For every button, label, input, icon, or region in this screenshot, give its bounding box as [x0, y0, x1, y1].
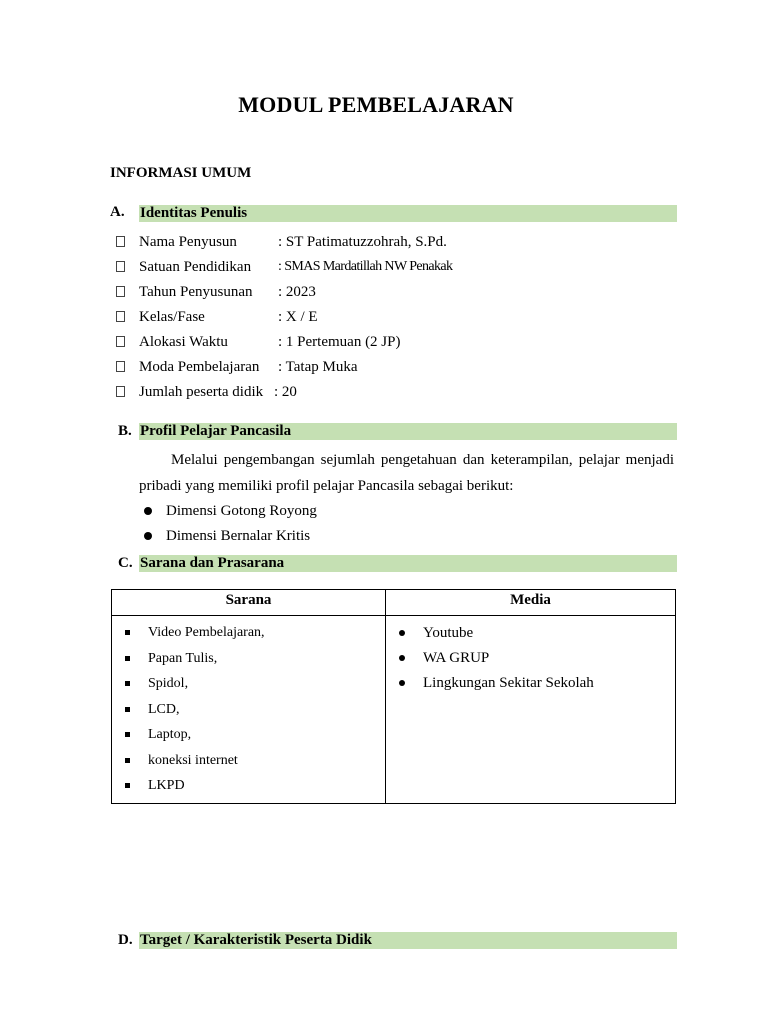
- identity-label: Kelas/Fase: [139, 309, 205, 325]
- document-title: MODUL PEMBELAJARAN: [238, 92, 514, 117]
- table-header-row: [112, 590, 676, 616]
- identity-value: : ST Patimatuzzohrah, S.Pd.: [278, 234, 447, 250]
- profil-bullet-text: Dimensi Bernalar Kritis: [166, 528, 311, 544]
- bullet-icon: [144, 507, 152, 515]
- checkbox-glyph-icon: [116, 361, 125, 372]
- identity-label: Alokasi Waktu: [139, 334, 228, 350]
- media-list: [386, 616, 675, 699]
- checkbox-glyph-icon: [116, 311, 125, 322]
- section-d-letter: D.: [118, 932, 133, 948]
- list-item: WA GRUP: [386, 649, 675, 674]
- identity-value: : SMAS Mardatillah NW Penakak: [278, 259, 453, 274]
- section-heading-informasi-umum: INFORMASI UMUM: [110, 165, 252, 181]
- list-item: LKPD: [112, 777, 385, 803]
- table-row: [112, 616, 676, 804]
- list-item: Spidol,: [112, 675, 385, 701]
- section-b-title: Profil Pelajar Pancasila: [140, 423, 292, 439]
- identity-value: : X / E: [278, 309, 318, 325]
- list-item: Papan Tulis,: [112, 650, 385, 676]
- section-c-highlight-bar: [139, 555, 677, 572]
- identity-label: Tahun Penyusunan: [139, 284, 253, 300]
- section-c-letter: C.: [118, 555, 133, 571]
- list-item: Youtube: [386, 624, 675, 649]
- identity-label: Moda Pembelajaran: [139, 359, 260, 375]
- section-b-highlight-bar: [139, 423, 677, 440]
- checkbox-glyph-icon: [116, 236, 125, 247]
- list-item: koneksi internet: [112, 752, 385, 778]
- sarana-list: [112, 616, 385, 803]
- section-a-letter: A.: [110, 204, 125, 220]
- identity-value: : Tatap Muka: [278, 359, 358, 375]
- checkbox-glyph-icon: [116, 286, 125, 297]
- section-a-title: Identitas Penulis: [140, 205, 248, 221]
- section-c-title: Sarana dan Prasarana: [140, 555, 285, 571]
- identity-label: Nama Penyusun: [139, 234, 237, 250]
- sarana-cell: [112, 616, 386, 804]
- section-d-title: Target / Karakteristik Peserta Didik: [140, 932, 372, 948]
- list-item: Lingkungan Sekitar Sekolah: [386, 674, 675, 699]
- profil-paragraph: [139, 447, 674, 499]
- profil-bullet-text: Dimensi Gotong Royong: [166, 503, 317, 519]
- list-item: Video Pembelajaran,: [112, 624, 385, 650]
- section-d-highlight-bar: [139, 932, 677, 949]
- table-header-media: Media: [386, 590, 676, 616]
- identity-value: : 2023: [278, 284, 316, 300]
- checkbox-glyph-icon: [116, 261, 125, 272]
- identity-value: : 20: [274, 384, 297, 400]
- list-item: LCD,: [112, 701, 385, 727]
- checkbox-glyph-icon: [116, 386, 125, 397]
- identity-value: : 1 Pertemuan (2 JP): [278, 334, 401, 350]
- list-item: Laptop,: [112, 726, 385, 752]
- profil-paragraph-text: Melalui pengembangan sejumlah pengetahuan dan keterampilan, pelajar menjadi pribadi yang memiliki profil pelajar Pancasila sebagai berikut:: [139, 452, 674, 494]
- section-b-letter: B.: [118, 423, 132, 439]
- identity-label: Jumlah peserta didik: [139, 384, 264, 400]
- checkbox-glyph-icon: [116, 336, 125, 347]
- identity-label: Satuan Pendidikan: [139, 259, 252, 275]
- table-header-sarana: Sarana: [112, 590, 386, 616]
- bullet-icon: [144, 532, 152, 540]
- sarana-media-table: [111, 589, 676, 804]
- section-a-highlight-bar: [139, 205, 677, 222]
- media-cell: [386, 616, 676, 804]
